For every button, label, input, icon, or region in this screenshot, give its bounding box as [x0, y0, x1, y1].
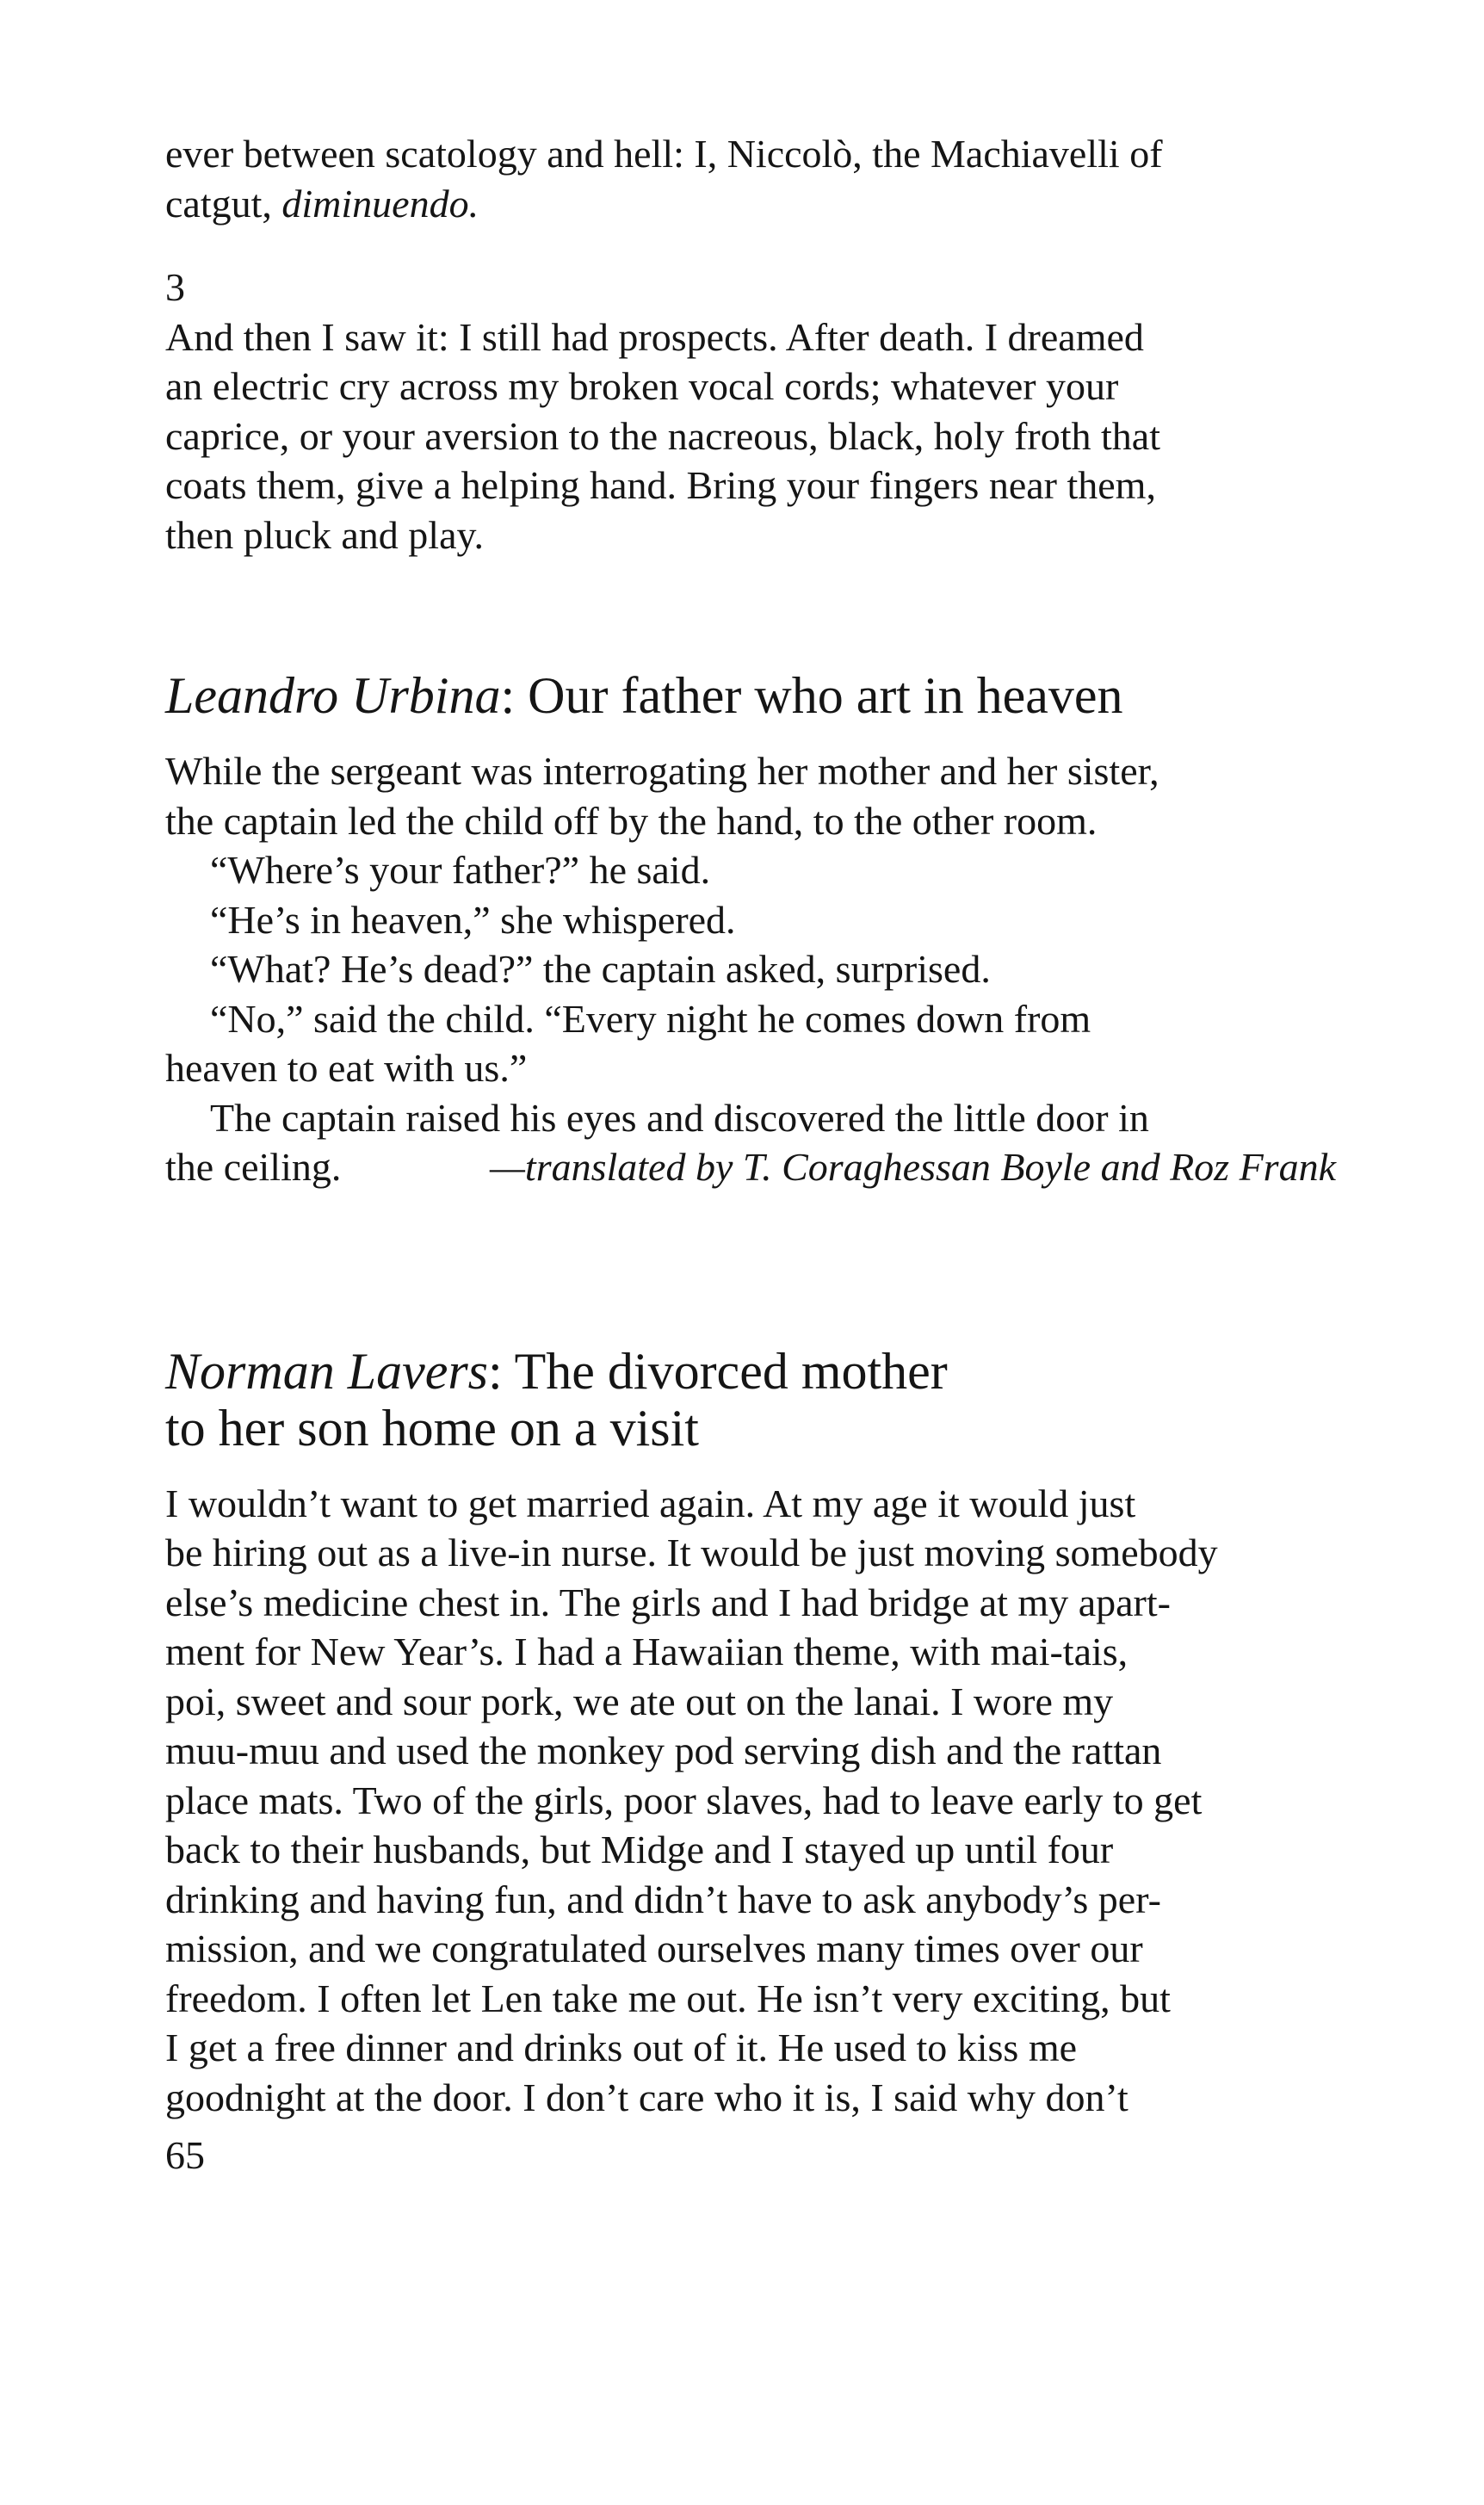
story-2-author: Norman Lavers — [165, 1342, 489, 1400]
text-line — [165, 179, 1336, 229]
story-2-title-text: The divorced mother — [514, 1342, 948, 1400]
story-1-title: Leandro Urbina: Our father who art in heaven — [165, 667, 1123, 724]
translator-credit: —translated by T. Coraghessan Boyle and Roz Frank — [490, 1145, 1336, 1189]
book-page — [165, 129, 1336, 2122]
dialogue-line: “What? He’s dead?” the captain asked, surprised. — [210, 947, 991, 991]
story-1-body — [165, 746, 1336, 1192]
text-line: drinking and having fun, and didn’t have to ask anybody’s per- — [165, 1877, 1161, 1921]
text-line: back to their husbands, but Midge and I stayed up until four — [165, 1828, 1114, 1871]
text-span: the ceiling. — [165, 1145, 342, 1189]
text-line: ment for New Year’s. I had a Hawaiian theme, with mai-tais, — [165, 1630, 1128, 1673]
text-line: freedom. I often let Len take me out. He isn’t very exciting, but — [165, 1976, 1171, 2020]
title-line: Norman Lavers: The divorced mother — [165, 1342, 948, 1400]
story-1-title-text: Our father who art in heaven — [528, 667, 1123, 724]
section-3 — [165, 263, 1336, 560]
section-3-paragraph — [165, 312, 1336, 560]
text-line: be hiring out as a live-in nurse. It would be just moving somebody — [165, 1531, 1218, 1574]
text-line: place mats. Two of the girls, poor slaves, had to leave early to get — [165, 1778, 1203, 1822]
text-line: else’s medicine chest in. The girls and I had bridge at my apart- — [165, 1580, 1171, 1624]
text-line: ever between scatology and hell: I, Niccolò, the Machiavelli of — [165, 132, 1163, 176]
text-line: goodnight at the door. I don’t care who it is, I said why don’t — [165, 2075, 1128, 2119]
dialogue-line: heaven to eat with us.” — [165, 1046, 528, 1090]
text-line: mission, and we congratulated ourselves many times over our — [165, 1927, 1143, 1970]
page-number: 65 — [165, 2133, 205, 2177]
text-line: muu-muu and used the monkey pod serving dish and the rattan — [165, 1729, 1162, 1772]
dialogue-line: “Where’s your father?” he said. — [210, 848, 711, 892]
text-line: coats them, give a helping hand. Bring your fingers near them, — [165, 463, 1156, 507]
text-line: caprice, or your aversion to the nacreous, black, holy froth that — [165, 413, 1160, 458]
text-line: And then I saw it: I still had prospects. After death. I dreamed — [165, 314, 1144, 359]
section-number: 3 — [165, 265, 185, 309]
text-line: poi, sweet and sour pork, we ate out on the lanai. I wore my — [165, 1679, 1114, 1723]
title-line: to her son home on a visit — [165, 1399, 699, 1457]
text-span: catgut, — [165, 181, 282, 226]
text-line: then pluck and play. — [165, 512, 485, 557]
text-line: the captain led the child off by the hand, to the other room. — [165, 798, 1098, 843]
dialogue-line: “No,” said the child. “Every night he comes down from — [210, 996, 1091, 1041]
text-line: an electric cry across my broken vocal cords; whatever your — [165, 364, 1119, 408]
text-line-with-credit — [165, 1142, 1336, 1192]
text-line: I get a free dinner and drinks out of it. He used to kiss me — [165, 2026, 1078, 2069]
italic-text: diminuendo. — [281, 181, 479, 226]
text-line: While the sergeant was interrogating her mother and her sister, — [165, 749, 1159, 793]
story-2-body — [165, 1479, 1336, 2123]
story-2-title — [165, 1343, 1336, 1457]
intro-paragraph — [165, 129, 1336, 228]
dialogue-line: “He’s in heaven,” she whispered. — [210, 897, 736, 942]
story-1-author: Leandro Urbina — [165, 667, 501, 724]
text-line: The captain raised his eyes and discovered the little door in — [210, 1095, 1149, 1140]
text-line: I wouldn’t want to get married again. At my age it would just — [165, 1481, 1136, 1525]
